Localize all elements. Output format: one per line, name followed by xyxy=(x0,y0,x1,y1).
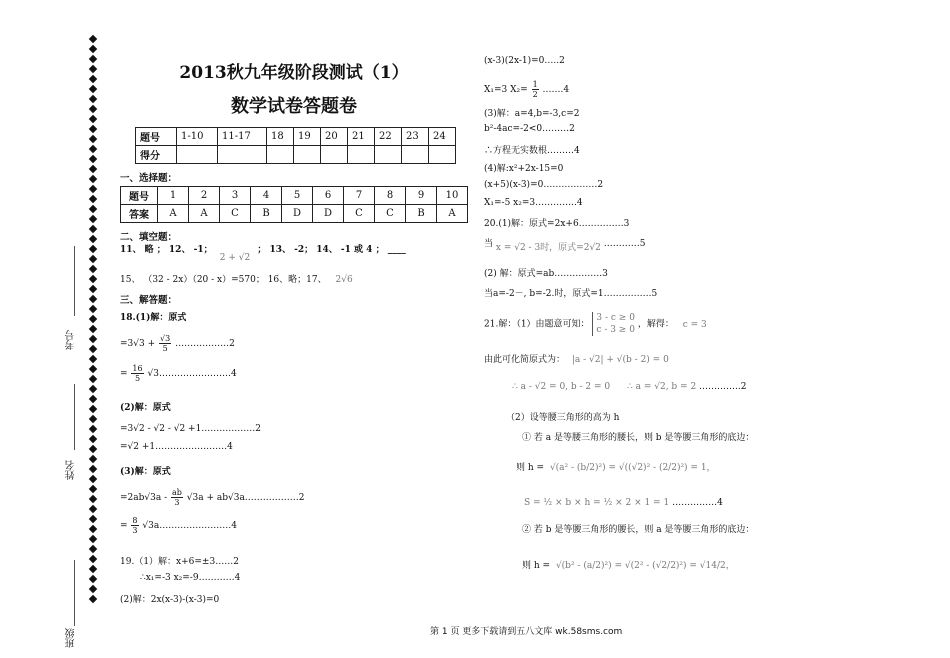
score-cell: 23 xyxy=(402,128,429,146)
diamond-icon xyxy=(89,185,97,193)
q18-expr: =3√3 + xyxy=(120,339,156,349)
score-cell: 题号 xyxy=(136,128,177,146)
answer-cell: 题号 xyxy=(121,187,158,205)
answer-cell: C xyxy=(375,205,406,223)
diamond-icon xyxy=(89,195,97,203)
q19-line2: ∴x₁=-3 x₂=-9…………4 xyxy=(140,573,241,583)
fill-line-2-text: 15、 （32 - 2x）（20 - x）=570； 16、略；17、 xyxy=(120,275,327,285)
score-input[interactable] xyxy=(429,146,456,164)
answer-cell: 9 xyxy=(406,187,437,205)
fill-12-answer: 2 + √2 xyxy=(219,253,251,263)
score-table-row xyxy=(136,146,456,164)
answer-cell: 4 xyxy=(251,187,282,205)
section-fill: 二、填空题： xyxy=(120,232,178,243)
score-cell: 20 xyxy=(321,128,348,146)
score-cell: 21 xyxy=(348,128,375,146)
numerator: ab xyxy=(172,488,182,497)
answer-cell: D xyxy=(313,205,344,223)
score-mark: ……………4 xyxy=(672,498,723,508)
score-input[interactable] xyxy=(177,146,218,164)
right-line-21 xyxy=(522,558,735,571)
diamond-icon xyxy=(89,245,97,253)
right-line-17: ① 若 a 是等腰三角形的腰长，则 b 是等腰三角形的底边： xyxy=(522,433,755,443)
diamond-icon xyxy=(89,585,97,593)
denominator: 3 xyxy=(132,526,138,535)
fill-17-answer: 2√6 xyxy=(335,275,353,285)
q21-text: 则 h = xyxy=(516,463,545,473)
q18-part2-head: (2)解：原式 xyxy=(120,403,171,413)
q19-line1: 19.（1）解：x+6=±3……2 xyxy=(120,557,239,567)
denominator: 5 xyxy=(134,374,141,383)
binding-line-diamonds xyxy=(88,36,98,606)
diamond-icon xyxy=(89,75,97,83)
diamond-icon xyxy=(89,445,97,453)
diamond-icon xyxy=(89,155,97,163)
fill-line-1-tail: ； 13、 -2； 14、 -1 或 4 ； ____ xyxy=(257,245,406,255)
q18-score-mark: ………………2 xyxy=(175,339,235,349)
diamond-icon xyxy=(89,315,97,323)
diamond-icon xyxy=(89,545,97,553)
diamond-icon xyxy=(89,255,97,263)
roots-text: X₁=3 X₂= xyxy=(484,85,528,95)
diamond-icon xyxy=(89,165,97,173)
name-line xyxy=(74,384,75,450)
q18-score-mark: √3a + ab√3a………………2 xyxy=(186,493,305,503)
denominator: 2 xyxy=(532,90,538,99)
answer-cell: 7 xyxy=(344,187,375,205)
right-line-19 xyxy=(524,498,723,508)
fill-line-2 xyxy=(120,272,353,285)
q21-text: 21.解：（1）由题意可知： xyxy=(484,319,590,330)
q19-line3: (2)解：2x(x-3)-(x-3)=0 xyxy=(120,595,220,605)
q18-expr: = xyxy=(120,521,128,531)
right-line-13 xyxy=(484,312,707,336)
answer-cell: 2 xyxy=(189,187,220,205)
score-cell: 19 xyxy=(294,128,321,146)
right-line-2 xyxy=(484,80,569,99)
exam-title: 2013秋九年级阶段测试（1） xyxy=(179,63,409,83)
diamond-icon xyxy=(89,295,97,303)
diamond-icon xyxy=(89,355,97,363)
diamond-icon xyxy=(89,305,97,313)
diamond-icon xyxy=(89,595,97,603)
diamond-icon xyxy=(89,535,97,543)
q18-expr: =2ab√3a - xyxy=(120,493,168,503)
score-table-row xyxy=(136,128,456,146)
q21-system xyxy=(592,312,635,336)
answer-cell: B xyxy=(251,205,282,223)
diamond-icon xyxy=(89,95,97,103)
answer-cell: 8 xyxy=(375,187,406,205)
diamond-icon xyxy=(89,235,97,243)
q18-part1-head: 18.(1)解：原式 xyxy=(120,313,187,323)
right-line-4: b²-4ac=-2<0………2 xyxy=(484,124,575,134)
q21-expr: S = ½ × b × h = ½ × 2 × 1 = 1 xyxy=(524,498,670,508)
right-line-15 xyxy=(512,382,747,392)
diamond-icon xyxy=(89,395,97,403)
q18-expr: = xyxy=(120,369,128,379)
q18-part1-line1 xyxy=(120,334,235,353)
numerator: 16 xyxy=(132,364,143,373)
diamond-icon xyxy=(89,425,97,433)
right-line-18 xyxy=(516,460,716,473)
diamond-icon xyxy=(89,175,97,183)
answer-cell: A xyxy=(189,205,220,223)
answer-cell: C xyxy=(220,205,251,223)
diamond-icon xyxy=(89,475,97,483)
answer-cell: A xyxy=(437,205,468,223)
diamond-icon xyxy=(89,465,97,473)
q21-expr: ∴ a - √2 = 0, b - 2 = 0 xyxy=(512,382,611,392)
answer-cell: 答案 xyxy=(121,205,158,223)
diamond-icon xyxy=(89,285,97,293)
score-cell: 得分 xyxy=(136,146,177,164)
q21-expr: |a - √2| + √(b - 2) = 0 xyxy=(571,355,669,365)
diamond-icon xyxy=(89,145,97,153)
diamond-icon xyxy=(89,225,97,233)
q21-expr: c = 3 xyxy=(682,319,707,330)
score-input[interactable] xyxy=(294,146,321,164)
score-input[interactable] xyxy=(267,146,294,164)
diamond-icon xyxy=(89,105,97,113)
diamond-icon xyxy=(89,135,97,143)
answer-cell: D xyxy=(282,205,313,223)
diamond-icon xyxy=(89,555,97,563)
exam-no-label: 考号 xyxy=(66,330,77,350)
q20-text: 当 xyxy=(484,239,494,249)
right-line-11: (2) 解：原式=ab…………….3 xyxy=(484,269,608,279)
fill-line-1-text: 11、 略 ； 12、 -1； xyxy=(120,245,213,255)
answer-cell: 6 xyxy=(313,187,344,205)
answer-row-numbers xyxy=(121,187,468,205)
right-line-9: 20.(1)解：原式=2x+6……………3 xyxy=(484,219,630,229)
diamond-icon xyxy=(89,215,97,223)
diamond-icon xyxy=(89,415,97,423)
exam-subtitle: 数学试卷答题卷 xyxy=(231,96,357,117)
right-line-10 xyxy=(484,236,646,253)
diamond-icon xyxy=(89,515,97,523)
q21-text: 则 h = xyxy=(522,561,551,571)
fraction xyxy=(171,488,183,507)
right-line-20: ② 若 b 是等腰三角形的腰长，则 a 是等腰三角形的底边： xyxy=(522,525,755,535)
right-line-12: 当a=-2－, b=-2.时，原式=1…………….5 xyxy=(484,289,658,299)
answer-row-answers xyxy=(121,205,468,223)
q18-part3-head: (3)解：原式 xyxy=(120,467,171,477)
diamond-icon xyxy=(89,265,97,273)
q18-part3-line2 xyxy=(120,516,237,535)
q21-text: 由此可化简原式为： xyxy=(484,355,566,365)
diamond-icon xyxy=(89,495,97,503)
score-mark: …….4 xyxy=(542,85,570,95)
q21-expr: √(a² - (b/2)²) = √((√2)² - (2/2)²) = 1， xyxy=(549,463,716,473)
q18-score-mark: √3……………………4 xyxy=(147,369,237,379)
fraction xyxy=(159,334,171,353)
class-label: 班级 xyxy=(66,628,77,648)
q18-part2-line1: =3√2 - √2 - √2 +1………………2 xyxy=(120,424,262,434)
score-cell: 18 xyxy=(267,128,294,146)
q18-score-mark: √3a……………………4 xyxy=(142,521,237,531)
right-line-7: (x+5)(x-3)=0………………2 xyxy=(484,180,604,190)
answer-table xyxy=(120,186,468,223)
score-cell: 1-10 xyxy=(177,128,218,146)
answer-cell: 10 xyxy=(437,187,468,205)
right-line-1: (x-3)(2x-1)=0…..2 xyxy=(484,56,565,66)
diamond-icon xyxy=(89,275,97,283)
score-input[interactable] xyxy=(375,146,402,164)
diamond-icon xyxy=(89,55,97,63)
diamond-icon xyxy=(89,115,97,123)
q18-part2-line2: =√2 +1……………………4 xyxy=(120,442,233,452)
numerator: 1 xyxy=(532,80,538,89)
denominator: 5 xyxy=(162,344,168,353)
fraction xyxy=(131,364,143,383)
answer-cell: C xyxy=(344,205,375,223)
score-cell: 22 xyxy=(375,128,402,146)
section-solve: 三、解答题： xyxy=(120,295,178,306)
q20-expr: x = √2 - 3时，原式=2√2 xyxy=(495,243,601,253)
right-line-8: X₁=-5 x₂=3…………..4 xyxy=(484,198,583,208)
answer-cell: 1 xyxy=(158,187,189,205)
numerator: √3 xyxy=(160,334,171,343)
right-line-16: （2）设等腰三角形的高为 h xyxy=(506,413,620,423)
page-footer: 第 1 页 更多下载请到五八文库 wk.58sms.com xyxy=(430,627,623,637)
section-choice: 一、选择题： xyxy=(120,173,178,184)
diamond-icon xyxy=(89,385,97,393)
diamond-icon xyxy=(89,365,97,373)
diamond-icon xyxy=(89,85,97,93)
q21-system-line: 3 - c ≥ 0 xyxy=(596,313,635,323)
score-mark: …………..2 xyxy=(699,382,747,392)
diamond-icon xyxy=(89,565,97,573)
exam-no-line xyxy=(74,246,75,316)
answer-cell: 3 xyxy=(220,187,251,205)
diamond-icon xyxy=(89,205,97,213)
score-input[interactable] xyxy=(348,146,375,164)
diamond-icon xyxy=(89,65,97,73)
diamond-icon xyxy=(89,575,97,583)
diamond-icon xyxy=(89,335,97,343)
fraction xyxy=(532,80,539,99)
score-input[interactable] xyxy=(218,146,267,164)
right-line-3: (3)解：a=4,b=-3,c=2 xyxy=(484,109,580,119)
diamond-icon xyxy=(89,45,97,53)
diamond-icon xyxy=(89,375,97,383)
diamond-icon xyxy=(89,455,97,463)
diamond-icon xyxy=(89,405,97,413)
score-input[interactable] xyxy=(402,146,429,164)
class-line xyxy=(74,560,75,626)
q18-part1-line2 xyxy=(120,364,237,383)
q18-part3-line1 xyxy=(120,488,305,507)
right-line-14 xyxy=(484,352,669,365)
name-label: 姓名 xyxy=(66,460,77,480)
diamond-icon xyxy=(89,35,97,43)
denominator: 3 xyxy=(174,498,180,507)
diamond-icon xyxy=(89,435,97,443)
q21-expr: √(b² - (a/2)²) = √(2² - (√2/2)²) = √14/2， xyxy=(555,561,735,571)
answer-cell: 5 xyxy=(282,187,313,205)
diamond-icon xyxy=(89,325,97,333)
score-cell: 11-17 xyxy=(218,128,267,146)
answer-cell: A xyxy=(158,205,189,223)
q21-text: ，解得： xyxy=(637,319,674,330)
diamond-icon xyxy=(89,525,97,533)
diamond-icon xyxy=(89,485,97,493)
answer-cell: B xyxy=(406,205,437,223)
score-table xyxy=(135,127,456,164)
score-input[interactable] xyxy=(321,146,348,164)
diamond-icon xyxy=(89,505,97,513)
fraction xyxy=(131,516,138,535)
right-line-6: (4)解:x²+2x-15=0 xyxy=(484,164,564,174)
fill-line-1 xyxy=(120,242,406,263)
score-mark: …………5 xyxy=(603,239,646,249)
numerator: 8 xyxy=(132,516,138,525)
right-line-5: ∴方程无实数根………4 xyxy=(484,146,580,156)
diamond-icon xyxy=(89,345,97,353)
q21-expr: ∴ a = √2, b = 2 xyxy=(627,382,697,392)
diamond-icon xyxy=(89,125,97,133)
score-cell: 24 xyxy=(429,128,456,146)
q21-system-line: c - 3 ≥ 0 xyxy=(596,325,635,335)
